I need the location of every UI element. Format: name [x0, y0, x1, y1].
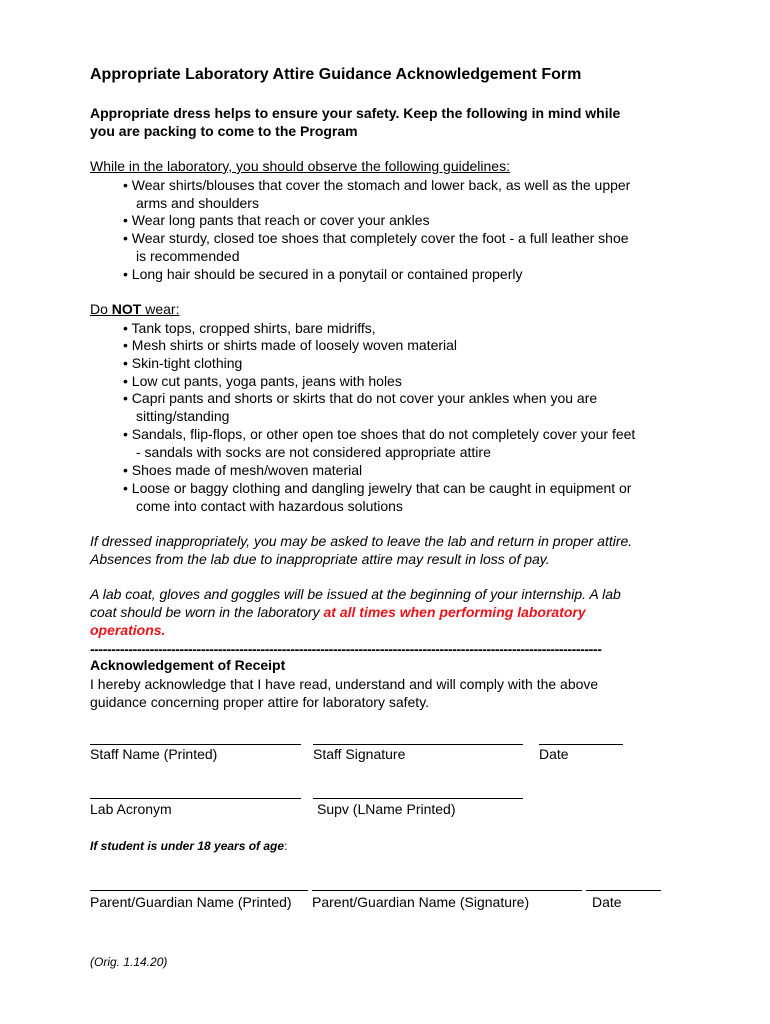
lab-acronym-label: Lab Acronym — [90, 801, 172, 817]
parent-signature-label: Parent/Guardian Name (Signature) — [312, 894, 530, 910]
guideline-item: • Wear long pants that reach or cover your ankles — [123, 212, 430, 228]
staff-name-label: Staff Name (Printed) — [90, 746, 218, 762]
donot-item: • Capri pants and shorts or skirts that do not cover your ankles when you are — [123, 390, 598, 406]
supv-line[interactable] — [313, 798, 523, 799]
labcoat-emphasis: at all times when performing laboratory — [323, 604, 586, 620]
minor-note — [90, 839, 287, 853]
date-label: Date — [539, 746, 569, 762]
minor-note-colon: : — [284, 839, 288, 853]
receipt-line-1: I hereby acknowledge that I have read, understand and will comply with the above — [90, 676, 599, 692]
date-line[interactable] — [539, 744, 623, 745]
donot-emphasis: NOT — [111, 301, 142, 317]
guideline-item-cont: arms and shoulders — [136, 195, 259, 211]
labcoat-line-3: operations. — [90, 622, 166, 638]
guideline-item-cont: is recommended — [136, 248, 240, 264]
donot-item-cont: sitting/standing — [136, 408, 230, 424]
guidelines-heading: While in the laboratory, you should observe the following guidelines: — [90, 158, 510, 174]
parent-printed-label: Parent/Guardian Name (Printed) — [90, 894, 292, 910]
donot-heading — [90, 301, 179, 317]
staff-signature-line[interactable] — [313, 744, 523, 745]
date-label-2: Date — [592, 894, 622, 910]
donot-prefix: Do — [90, 301, 112, 317]
labcoat-line-2-text: coat should be worn in the laboratory — [90, 604, 324, 620]
receipt-line-2: guidance concerning proper attire for laboratory safety. — [90, 694, 430, 710]
donot-item: • Low cut pants, yoga pants, jeans with holes — [123, 373, 402, 389]
staff-name-line[interactable] — [90, 744, 301, 745]
parent-signature-line[interactable] — [312, 890, 582, 891]
staff-signature-label: Staff Signature — [313, 746, 406, 762]
lab-acronym-line[interactable] — [90, 798, 301, 799]
donot-item-cont: - sandals with socks are not considered appropriate attire — [136, 444, 491, 460]
intro-line-2: you are packing to come to the Program — [90, 123, 358, 139]
parent-printed-line[interactable] — [90, 890, 308, 891]
donot-suffix: wear: — [141, 301, 180, 317]
donot-item: • Tank tops, cropped shirts, bare midriffs, — [123, 320, 376, 336]
guideline-item: • Long hair should be secured in a ponytail or contained properly — [123, 266, 523, 282]
donot-item: • Shoes made of mesh/woven material — [123, 462, 363, 478]
supv-label: Supv (LName Printed) — [317, 801, 456, 817]
donot-item-cont: come into contact with hazardous solutions — [136, 498, 403, 514]
receipt-heading: Acknowledgement of Receipt — [90, 657, 286, 673]
donot-item: • Sandals, flip-flops, or other open toe shoes that do not completely cover your feet — [123, 426, 636, 442]
intro-line-1: Appropriate dress helps to ensure your safety. Keep the following in mind while — [90, 105, 621, 121]
guideline-item: • Wear sturdy, closed toe shoes that completely cover the foot - a full leather shoe — [123, 230, 629, 246]
date-line-2[interactable] — [586, 890, 661, 891]
guideline-item: • Wear shirts/blouses that cover the stomach and lower back, as well as the upper — [123, 177, 631, 193]
footer-revision: (Orig. 1.14.20) — [90, 955, 168, 969]
separator-line: ------------------------------------------------------------------------------------------------------------------------ — [90, 641, 602, 657]
labcoat-line-1: A lab coat, gloves and goggles will be issued at the beginning of your internship. A lab — [90, 586, 621, 602]
labcoat-line-2 — [90, 604, 586, 620]
donot-item: • Skin-tight clothing — [123, 355, 243, 371]
form-title: Appropriate Laboratory Attire Guidance Acknowledgement Form — [90, 66, 582, 83]
donot-item: • Loose or baggy clothing and dangling jewelry that can be caught in equipment or — [123, 480, 632, 496]
warning-line-1: If dressed inappropriately, you may be asked to leave the lab and return in proper attire. — [90, 533, 633, 549]
warning-line-2: Absences from the lab due to inappropriate attire may result in loss of pay. — [90, 551, 550, 567]
donot-item: • Mesh shirts or shirts made of loosely woven material — [123, 337, 458, 353]
minor-note-text: If student is under 18 years of age — [90, 839, 285, 853]
